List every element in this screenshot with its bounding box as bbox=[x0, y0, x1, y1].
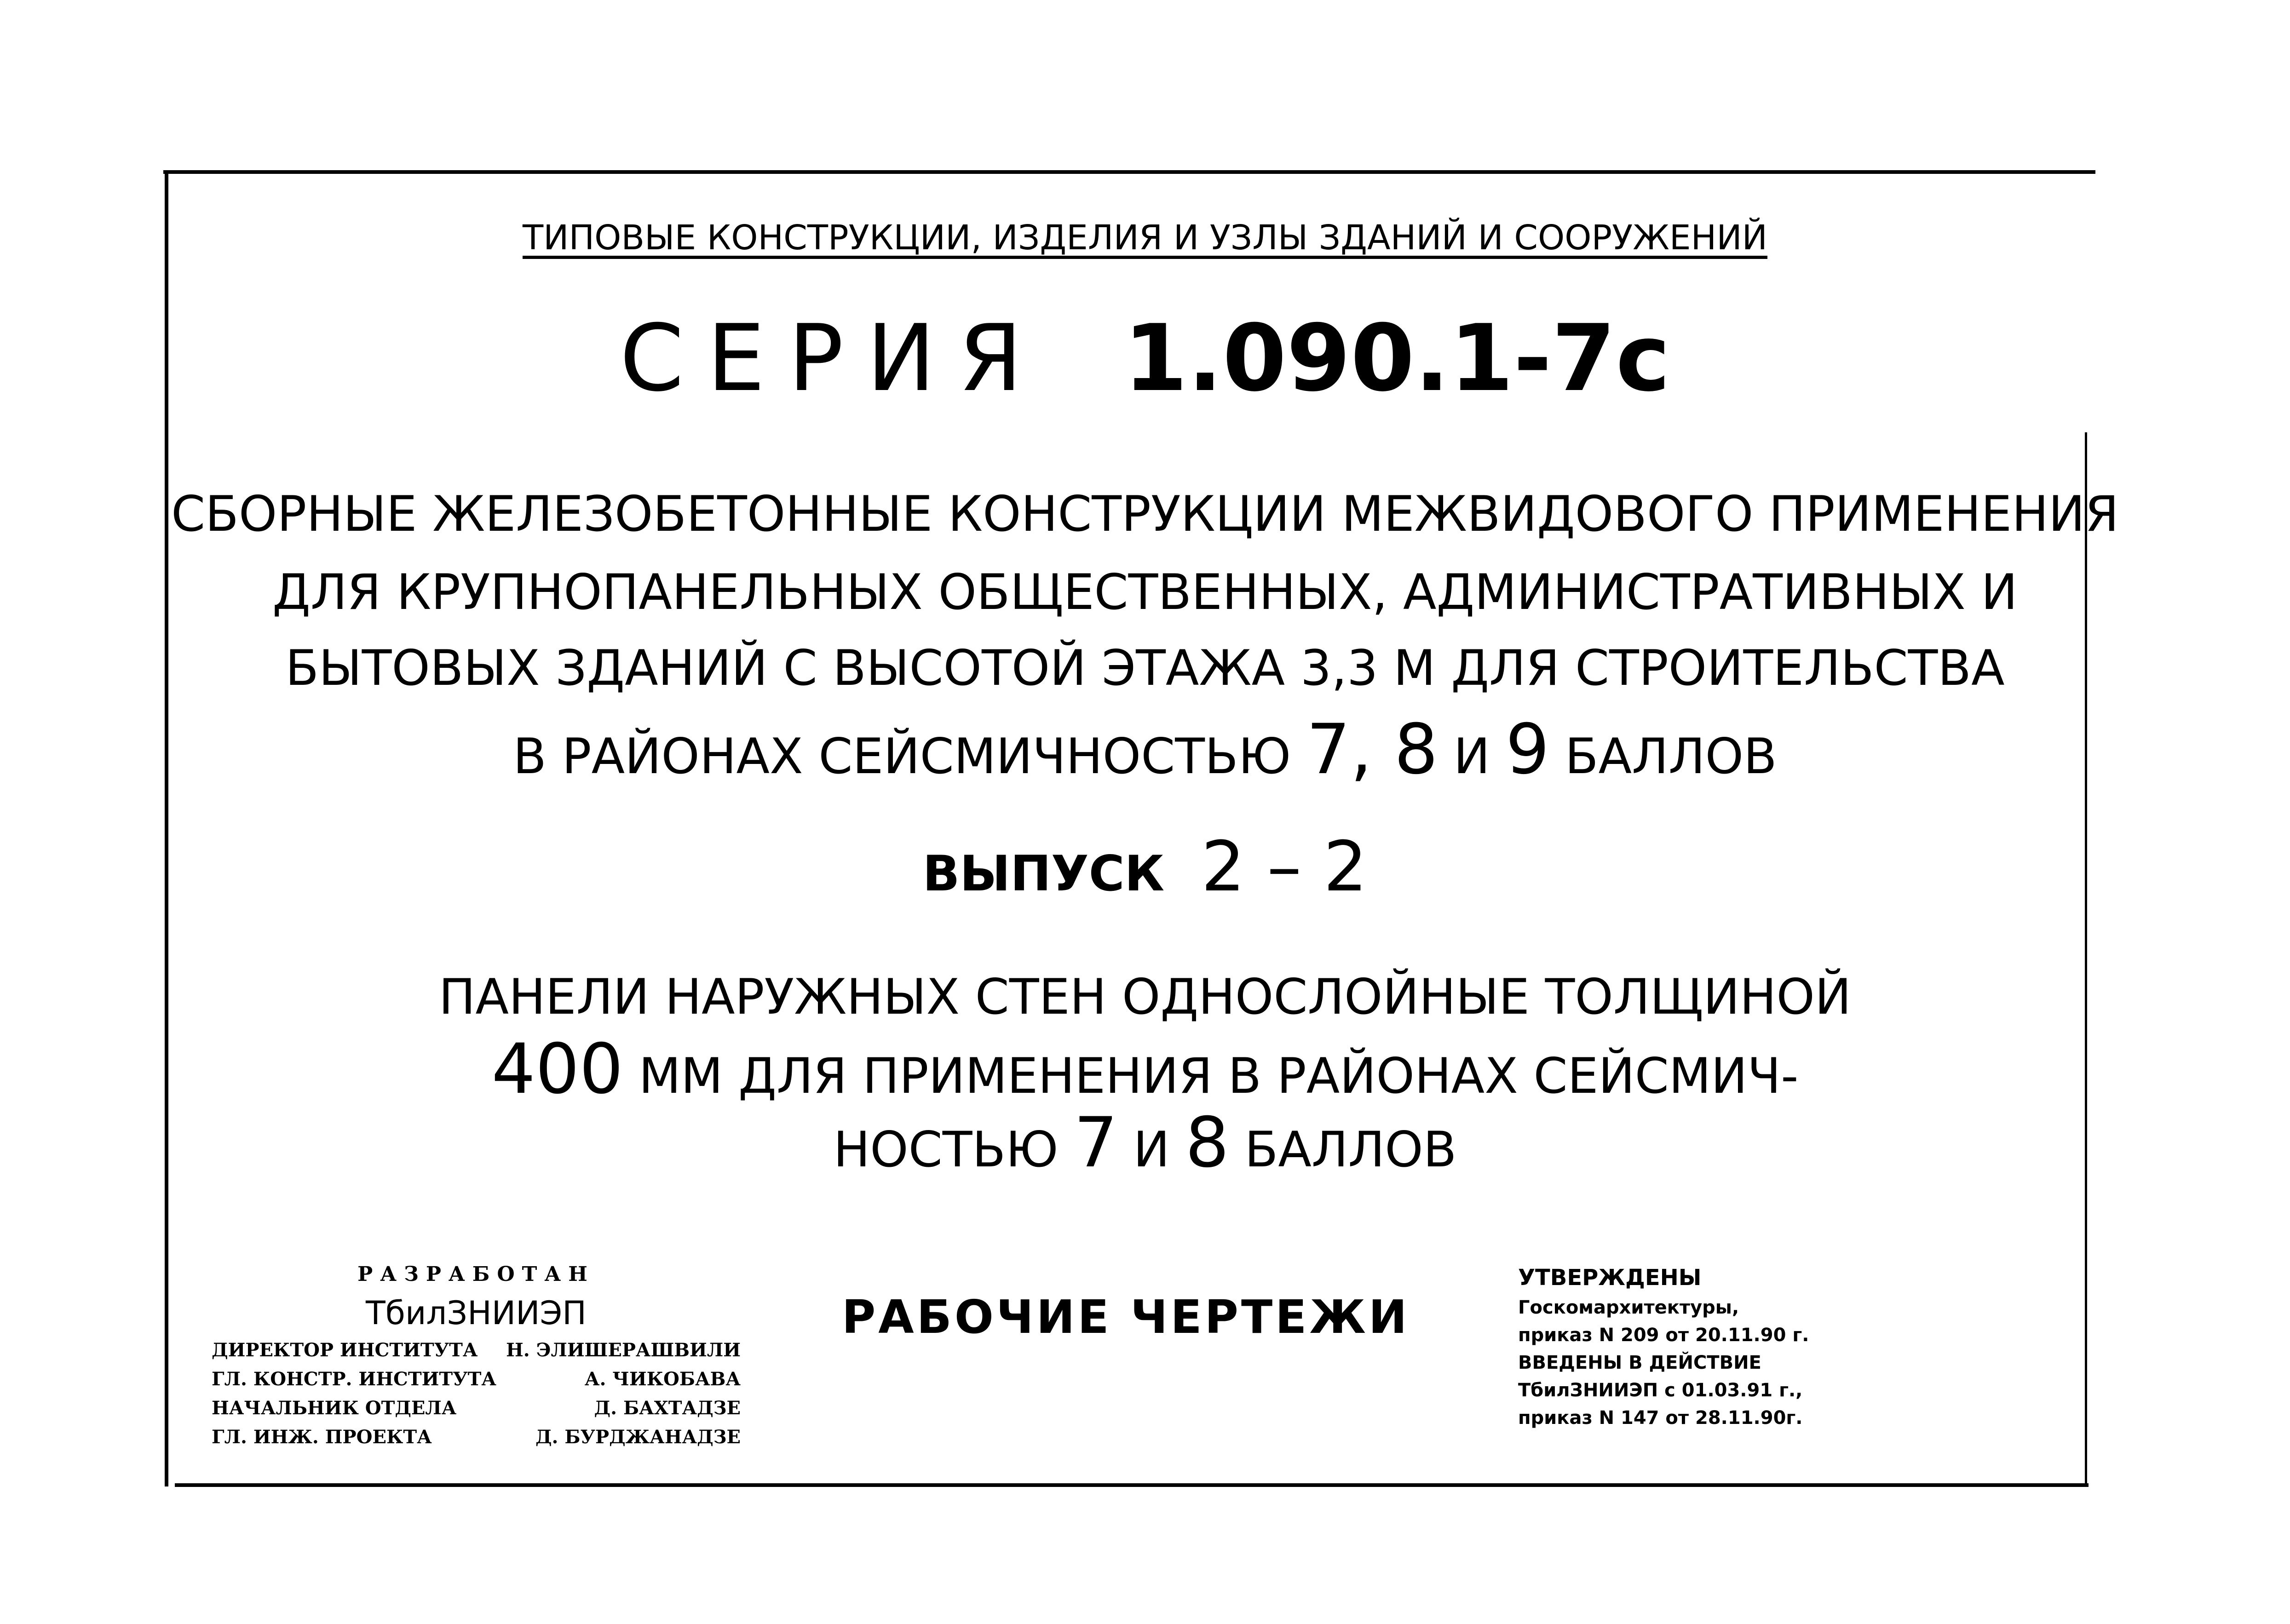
subtitle-line-3-text: НОСТЬЮ bbox=[833, 1121, 1059, 1178]
title-line-3: БЫТОВЫХ ЗДАНИЙ С ВЫСОТОЙ ЭТАЖА 3,3 М ДЛЯ СТРОИТЕЛЬСТВА bbox=[285, 640, 2005, 696]
developer-heading: РАЗРАБОТАН bbox=[357, 1262, 595, 1286]
title-line-4-numbers: 7, 8 bbox=[1306, 710, 1438, 790]
title-line-2: ДЛЯ КРУПНОПАНЕЛЬНЫХ ОБЩЕСТВЕННЫХ, АДМИНИСТРАТИВНЫХ И bbox=[272, 564, 2018, 620]
approval-line-3: приказ N 209 от 20.11.90 г. bbox=[1518, 1325, 1809, 1346]
developer-name: Д. БУРДЖАНАДЗЕ bbox=[535, 1426, 741, 1448]
subtitle-unit: БАЛЛОВ bbox=[1244, 1121, 1457, 1178]
developer-role: ГЛ. КОНСТР. ИНСТИТУТА bbox=[212, 1368, 496, 1390]
subtitle-line-2-text: ММ ДЛЯ ПРИМЕНЕНИЯ В РАЙОНАХ СЕЙСМИЧ- bbox=[639, 1048, 1799, 1104]
approval-line-5: ТбилЗНИИЭП с 01.03.91 г., bbox=[1518, 1380, 1803, 1401]
series-heading bbox=[0, 305, 2290, 412]
developer-organization: ТбилЗНИИЭП bbox=[366, 1294, 587, 1332]
classification-text: ТИПОВЫЕ КОНСТРУКЦИИ, ИЗДЕЛИЯ И УЗЛЫ ЗДАНИЙ И СООРУЖЕНИЙ bbox=[522, 218, 1768, 258]
approval-line-2: Госкомархитектуры, bbox=[1518, 1297, 1739, 1318]
issue-number: 2 – 2 bbox=[1201, 827, 1368, 907]
title-line-4 bbox=[0, 710, 2290, 790]
developer-role: ДИРЕКТОР ИНСТИТУТА bbox=[212, 1339, 478, 1361]
issue-label: ВЫПУСК bbox=[922, 845, 1165, 902]
developer-role: НАЧАЛЬНИК ОТДЕЛА bbox=[212, 1397, 457, 1419]
developer-row bbox=[212, 1426, 741, 1448]
working-drawings-label: РАБОЧИЕ ЧЕРТЕЖИ bbox=[842, 1290, 1410, 1344]
title-line-1: СБОРНЫЕ ЖЕЛЕЗОБЕТОННЫЕ КОНСТРУКЦИИ МЕЖВИДОВОГО ПРИМЕНЕНИЯ bbox=[171, 486, 2119, 542]
developer-name: Д. БАХТАДЗЕ bbox=[594, 1397, 741, 1419]
subtitle-line-1: ПАНЕЛИ НАРУЖНЫХ СТЕН ОДНОСЛОЙНЫЕ ТОЛЩИНОЙ bbox=[438, 969, 1852, 1025]
developer-name: А. ЧИКОБАВА bbox=[584, 1368, 741, 1390]
title-line-4-text: В РАЙОНАХ СЕЙСМИЧНОСТЬЮ bbox=[513, 728, 1291, 785]
developer-block bbox=[212, 1262, 741, 1448]
subtitle-thickness: 400 bbox=[491, 1029, 623, 1109]
approval-line-6: приказ N 147 от 28.11.90г. bbox=[1518, 1407, 1803, 1429]
series-number: 1.090.1-7с bbox=[1123, 305, 1670, 412]
issue-heading bbox=[0, 827, 2290, 907]
frame-bottom-line bbox=[175, 1483, 2089, 1487]
approval-line-4: ВВЕДЕНЫ В ДЕЙСТВИЕ bbox=[1518, 1352, 1761, 1373]
developer-row bbox=[212, 1339, 741, 1361]
series-label: СЕРИЯ bbox=[620, 305, 1046, 412]
title-line-4-and: И bbox=[1453, 728, 1490, 785]
subtitle-number-7: 7 bbox=[1074, 1103, 1118, 1183]
title-line-4-unit: БАЛЛОВ bbox=[1565, 728, 1777, 785]
subtitle-line-2 bbox=[0, 1029, 2290, 1109]
developer-name: Н. ЭЛИШЕРАШВИЛИ bbox=[506, 1339, 741, 1361]
subtitle-number-8: 8 bbox=[1185, 1103, 1229, 1183]
subtitle-and: И bbox=[1133, 1121, 1170, 1178]
developer-row bbox=[212, 1368, 741, 1390]
developer-row bbox=[212, 1397, 741, 1419]
classification-header bbox=[0, 218, 2290, 258]
frame-top-line bbox=[163, 170, 2095, 174]
approval-block bbox=[1518, 1265, 1809, 1429]
approval-line-1: УТВЕРЖДЕНЫ bbox=[1518, 1265, 1702, 1291]
subtitle-line-3 bbox=[0, 1103, 2290, 1183]
developer-role: ГЛ. ИНЖ. ПРОЕКТА bbox=[212, 1426, 432, 1448]
title-line-4-number-9: 9 bbox=[1505, 710, 1550, 790]
